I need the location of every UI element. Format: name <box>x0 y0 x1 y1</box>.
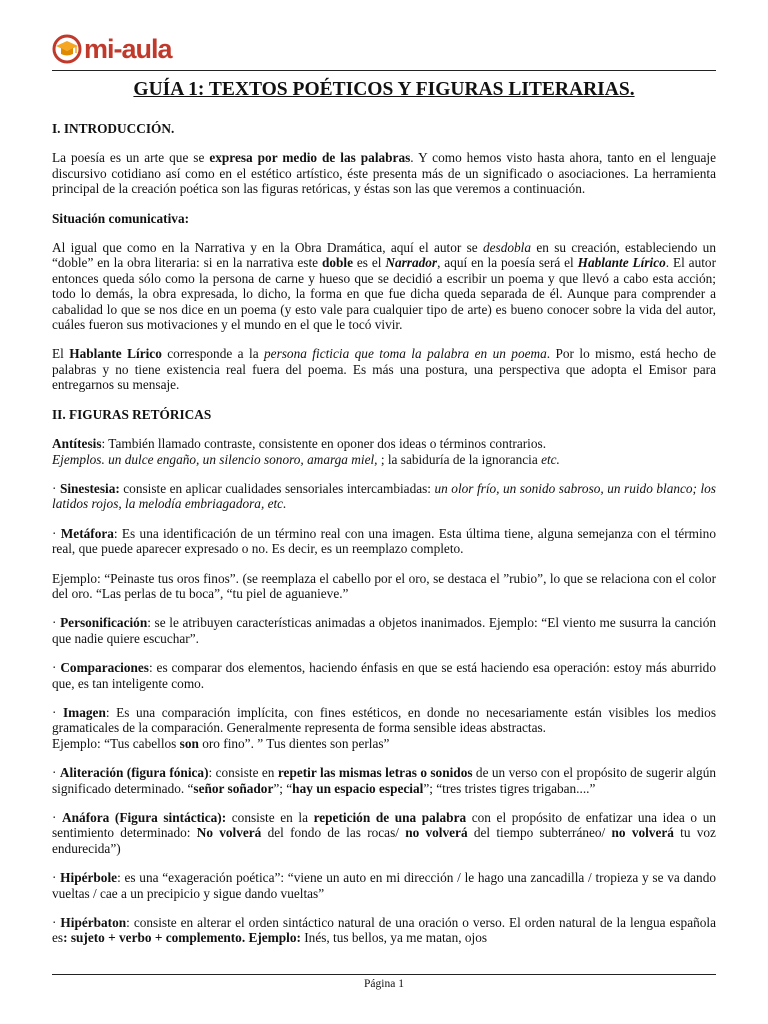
text-run: Ejemplo: “Tus cabellos <box>52 735 180 751</box>
text-run: · <box>52 480 60 496</box>
text-run: Hablante Lírico <box>69 346 162 362</box>
text-run: son <box>179 735 199 751</box>
text-run: Aliteración (figura fónica) <box>59 765 209 781</box>
document-title: GUÍA 1: TEXTOS POÉTICOS Y FIGURAS LITERARIAS. <box>133 79 635 100</box>
text-run: ”; “tres tristes tigres trigaban....” <box>423 780 596 796</box>
text-run: · <box>52 765 60 781</box>
text-run: repetición de una palabra <box>313 810 467 825</box>
text-run: . Por lo mismo, está hecho de palabras y no tiene existencia real fuera del poema. Es más una postura, una perspectiva que adopta el Emisor para entregarnos su mensaje. <box>52 346 716 393</box>
text-run: con el propósito de enfatizar una idea o un sentimiento determinado: <box>52 810 716 841</box>
paragraph <box>52 810 716 856</box>
section-heading <box>52 407 716 422</box>
text-run: de un verso con el propósito de sugerir algún significado determinado. “ <box>52 765 716 796</box>
paragraph <box>52 240 716 332</box>
text-run: Comparaciones <box>60 660 149 676</box>
text-run: doble <box>321 255 354 271</box>
paragraph <box>52 436 716 467</box>
header-divider <box>52 70 716 71</box>
text-run: Ejemplos. un dulce engaño, un silencio sonoro, amarga miel, <box>52 451 378 467</box>
text-run: Ejemplo: “Peinaste tus oros finos”. (se reemplaza el cabello por el oro, se destaca el ”rubio”, lo que se relaciona con el color del oro. “Las perlas de tu boca”, “tu piel de aguanieve.” <box>52 570 716 601</box>
text-run: Narrador <box>385 255 438 271</box>
text-run: ; la sabiduría de la ignorancia <box>377 451 542 467</box>
text-run: etc. <box>541 451 560 467</box>
text-run: oro fino”. ” Tus dientes son perlas” <box>198 735 390 751</box>
text-run: Imagen <box>63 704 106 720</box>
text-run: I. INTRODUCCIÓN. <box>52 121 175 136</box>
page-header <box>52 28 716 68</box>
text-run: II. FIGURAS RETÓRICAS <box>52 406 212 422</box>
text-run: corresponde a la <box>161 346 265 362</box>
text-run: Al igual que como en la Narrativa y en la Obra Dramática, aquí el autor se <box>52 240 483 256</box>
text-run: : consiste en alterar el orden sintáctico natural de una oración o verso. El orden natural de la lengua española es <box>52 915 716 946</box>
text-run: : Es una identificación de un término real con una imagen. Esta última tiene, alguna semejanza con el término real, que puede aparecer expresado o no. Es decir, es un reemplazo completo. <box>52 525 716 557</box>
text-run: no volverá <box>611 825 674 841</box>
text-run: Personificación <box>60 615 148 631</box>
text-run: : se le atribuyen características animadas a objetos inanimados. Ejemplo: “El viento me susurra la canción que nadie quiere escuchar”. <box>52 615 716 646</box>
text-run: en su creación, estableciendo un “doble” en la obra literaria: si en la narrativa este <box>52 240 716 271</box>
text-run: del fondo de las rocas/ <box>261 825 406 841</box>
text-run: señor soñador <box>193 780 274 796</box>
text-run: hay un espacio especial <box>292 780 424 796</box>
section-heading <box>52 121 716 136</box>
paragraph <box>52 765 716 796</box>
text-run: repetir las mismas letras o sonidos <box>277 765 473 781</box>
text-run: · <box>52 915 61 931</box>
text-run: . El autor entonces queda sólo como la persona de carne y hueso que se decidió a escribir un poema y que llevó a cabo esta acción; todo lo demás, la obra expresada, lo dicho, la forma en que fue dicha queda separada de él. Aunque para comprender a cabalidad lo que se nos dice en un poema (y esto vale para cualquier tipo de arte) es bueno conocer sobre la vida del autor, cuáles fueron sus motivaciones y el mundo en el que le tocó vivir. <box>52 255 717 333</box>
text-run: un olor frío, un sonido sabroso, un ruido blanco; los latidos rojos, la melodía embriagadora, etc. <box>52 480 716 512</box>
text-run: El <box>52 346 70 362</box>
paragraph <box>52 150 716 196</box>
brand-logo <box>52 34 172 64</box>
paragraph <box>52 481 716 512</box>
footer-divider <box>52 974 716 975</box>
text-run: Sinestesia: <box>59 480 120 496</box>
section-heading <box>52 211 716 226</box>
text-run: · <box>52 704 63 720</box>
text-run: : consiste en <box>208 765 278 781</box>
paragraph <box>52 915 716 946</box>
brand-name: mi-aula <box>84 34 172 64</box>
text-run: es el <box>353 255 386 271</box>
text-run: No volverá <box>196 825 262 841</box>
text-run: Anáfora (Figura sintáctica): <box>62 810 227 825</box>
text-run: Hablante Lírico <box>577 255 666 271</box>
text-run: · <box>52 615 61 631</box>
text-run: · <box>52 810 63 825</box>
text-run: : También llamado contraste, consistente en oponer dos ideas o términos contrarios. <box>101 436 547 452</box>
text-run: ”; “ <box>273 780 293 796</box>
text-run: persona ficticia que toma la palabra en un poema <box>264 346 547 362</box>
text-run: : es comparar dos elementos, haciendo énfasis en que se está haciendo esa operación: estoy más aburrido que, es tan inteligente como. <box>52 660 716 691</box>
text-run: · <box>52 870 61 886</box>
document-body <box>52 121 716 960</box>
page-number: Página 1 <box>364 978 404 990</box>
text-run: Metáfora <box>60 525 114 541</box>
text-run: . Y como hemos visto hasta ahora, tanto en el lenguaje discursivo cotidiano así como en el estético artístico, éste presenta más de un significado o asociaciones. La herramienta principal de la creación poética son las figuras retóricas, y éstas son las que veremos a continuación. <box>52 150 716 197</box>
paragraph <box>52 346 716 392</box>
text-run: desdobla <box>483 240 532 256</box>
text-run: tu voz endurecida”) <box>52 825 716 856</box>
text-run: · <box>52 660 61 676</box>
paragraph <box>52 615 716 646</box>
text-run: no volverá <box>405 825 468 841</box>
paragraph <box>52 571 716 602</box>
paragraph <box>52 705 716 751</box>
text-run: del tiempo subterráneo/ <box>467 825 612 841</box>
text-run: consiste en la <box>226 810 314 825</box>
text-run: , aquí en la poesía será el <box>437 255 578 271</box>
text-run: : Es una comparación implícita, con fines estéticos, en donde no necesariamente están visibles los medios gramaticales de la comparación. Generalmente representa de forma sensible ideas abstractas. <box>52 704 716 736</box>
text-run: consiste en aplicar cualidades sensoriales intercambiadas: <box>119 480 435 496</box>
text-run: Hipérbaton <box>60 915 127 931</box>
paragraph <box>52 526 716 557</box>
text-run: La poesía es un arte que se <box>52 150 210 166</box>
text-run: Antítesis <box>52 436 102 452</box>
text-run: : es una “exageración poética”: “viene un auto en mi dirección / le hago una zancadilla / tropieza y se va dando vueltas / cae a un precipicio y sigue dando vueltas” <box>52 870 716 901</box>
text-run: Inés, tus bellos, ya me matan, ojos <box>300 930 488 946</box>
paragraph <box>52 870 716 901</box>
paragraph <box>52 660 716 691</box>
text-run: expresa por medio de las palabras <box>209 150 411 166</box>
text-run: · <box>52 525 61 541</box>
text-run: Hipérbole <box>60 870 118 886</box>
text-run: : sujeto + verbo + complemento. Ejemplo: <box>63 930 301 946</box>
graduation-cap-icon <box>52 34 82 64</box>
text-run: Situación comunicativa: <box>52 210 190 226</box>
